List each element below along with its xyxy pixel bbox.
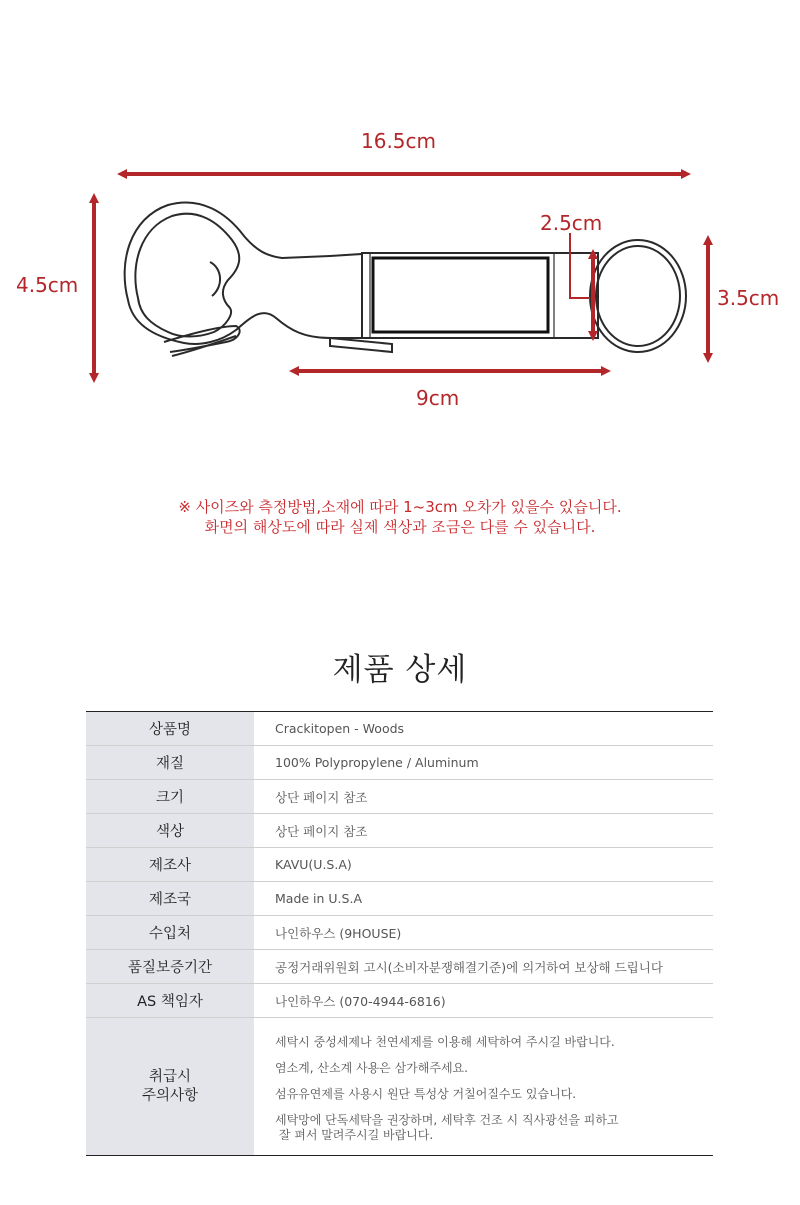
spec-value: 상단 페이지 참조: [254, 814, 713, 848]
spec-key: 수입처: [86, 916, 254, 950]
care-line: 세탁망에 단독세탁을 권장하며, 세탁후 건조 시 직사광선을 피하고: [275, 1112, 619, 1127]
spec-value: 100% Polypropylene / Aluminum: [254, 746, 713, 780]
spec-value: [254, 1018, 713, 1156]
ring-height-label: 3.5cm: [717, 286, 780, 310]
spec-value: Crackitopen - Woods: [254, 712, 713, 746]
spec-key: 제조사: [86, 848, 254, 882]
product-dimension-diagram: [0, 0, 800, 440]
spec-key: 제조국: [86, 882, 254, 916]
band-width-label: 2.5cm: [540, 211, 603, 235]
spec-value: KAVU(U.S.A): [254, 848, 713, 882]
disclaimer-line-1: ※ 사이즈와 측정방법,소재에 따라 1~3cm 오차가 있을수 있습니다.: [178, 498, 622, 516]
spec-row-size: [86, 780, 713, 814]
product-spec-table: [86, 711, 713, 1156]
band-width-leader: [570, 233, 590, 298]
spec-key: 품질보증기간: [86, 950, 254, 984]
care-key-line-2: 주의사항: [141, 1087, 199, 1104]
size-disclaimer: [0, 497, 800, 537]
spec-value: 상단 페이지 참조: [254, 780, 713, 814]
spec-row-care-instructions: [86, 1018, 713, 1156]
care-line: 섬유유연제를 사용시 원단 특성상 거칠어질수도 있습니다.: [275, 1086, 577, 1101]
spec-value: 공정거래위원회 고시(소비자분쟁해결기준)에 의거하여 보상해 드립니다: [254, 950, 713, 984]
spec-row-manufacturer: [86, 848, 713, 882]
height-label: 4.5cm: [16, 273, 79, 297]
spec-value: 나인하우스 (9HOUSE): [254, 916, 713, 950]
spec-key: 상품명: [86, 712, 254, 746]
spec-key: 색상: [86, 814, 254, 848]
spec-value: 나인하우스 (070-4944-6816): [254, 984, 713, 1018]
band-length-label: 9cm: [416, 386, 460, 410]
spec-row-as-contact: [86, 984, 713, 1018]
strap-tag: [362, 253, 598, 338]
care-instructions: [275, 1031, 713, 1143]
spec-row-product-name: [86, 712, 713, 746]
total-length-label: 16.5cm: [361, 129, 437, 153]
spec-key: 재질: [86, 746, 254, 780]
spec-key: AS 책임자: [86, 984, 254, 1018]
spec-row-importer: [86, 916, 713, 950]
care-line: 잘 펴서 말려주시길 바랍니다.: [275, 1127, 434, 1142]
spec-row-color: [86, 814, 713, 848]
spec-row-country: [86, 882, 713, 916]
product-details-title: 제품 상세: [332, 652, 468, 688]
care-line: 염소계, 산소계 사용은 삼가해주세요.: [275, 1060, 468, 1075]
keychain-drawing: [0, 0, 800, 440]
spec-key: 크기: [86, 780, 254, 814]
care-line: 세탁시 중성세제나 천연세제를 이용해 세탁하여 주시길 바랍니다.: [275, 1034, 615, 1049]
key-ring: [590, 240, 686, 352]
spec-row-warranty: [86, 950, 713, 984]
disclaimer-line-2: 화면의 해상도에 따라 실제 색상과 조금은 다를 수 있습니다.: [204, 518, 596, 536]
care-key-line-1: 취급시: [148, 1068, 192, 1085]
carabiner-outline: [125, 202, 392, 356]
spec-row-material: [86, 746, 713, 780]
spec-key: [86, 1018, 254, 1156]
spec-value: Made in U.S.A: [254, 882, 713, 916]
